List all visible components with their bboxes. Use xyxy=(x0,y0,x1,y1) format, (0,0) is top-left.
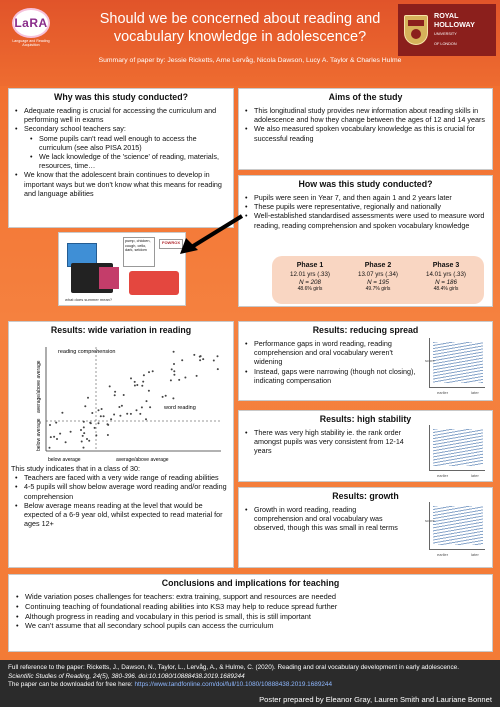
scatter-point xyxy=(55,422,57,424)
authors-summary: Summary of paper by: Jessie Ricketts, Arne Lervåg, Nicola Dawson, Lucy A. Taylor & Charles Hulme xyxy=(98,57,402,64)
how-item-3: • Well-established standardised assessments were used to measure word reading, reading comprehension and spoken vocabulary knowledge xyxy=(244,211,487,229)
scatter-point xyxy=(126,413,128,415)
how-heading: How was this study conducted? xyxy=(298,179,433,189)
wr-label: word reading xyxy=(164,405,196,411)
why-subitem-1: • Some pupils can't read well enough to access the curriculum (see also PISA 2015) xyxy=(30,134,228,152)
conclusions-box xyxy=(8,574,493,652)
scatter-point xyxy=(88,440,90,442)
scatter-point xyxy=(83,426,85,428)
scatter-point xyxy=(50,436,52,438)
scatter-point xyxy=(202,358,204,360)
aims-item-2: • We also measured spoken vocabulary knowledge as this is crucial for successful reading xyxy=(244,124,487,142)
scatter-point xyxy=(110,418,112,420)
scatter-point xyxy=(86,438,88,440)
aims-item-1: • This longitudinal study provides new information about reading skills in adolescence and how they change between the ages of 12 and 14 years xyxy=(244,106,487,124)
conclusion-item-2: • Continuing teaching of foundational reading abilities into KS3 may help to reduce spread further xyxy=(15,602,486,612)
conclusions-heading: Conclusions and implications for teaching xyxy=(161,578,340,588)
variation-item-1: • Teachers are faced with a very wide range of reading abilities xyxy=(14,473,228,482)
scatter-point xyxy=(162,396,164,398)
scatter-point xyxy=(146,400,148,402)
scatter-point xyxy=(136,409,138,411)
scatter-point xyxy=(107,434,109,436)
scatter-point xyxy=(141,406,143,408)
spread-heading: Results: reducing spread xyxy=(312,325,419,335)
rh-line1: ROYAL xyxy=(434,11,459,20)
scatter-point xyxy=(109,385,111,387)
why-item-2: • Secondary school teachers say: • Some pupils can't read well enough to access the curriculum (see also PISA 2015) • We lack knowledge of the 'science' of reading, materials, resources, time… xyxy=(14,124,228,170)
rc-label: reading comprehension xyxy=(58,349,116,355)
scatter-point xyxy=(103,415,105,417)
scatter-point xyxy=(148,371,150,373)
scatter-plot xyxy=(16,339,226,464)
scatter-point xyxy=(83,432,85,434)
scatter-point xyxy=(130,377,132,379)
scatter-point xyxy=(98,422,100,424)
x-above-label: average/above average xyxy=(116,457,169,463)
scatter-point xyxy=(49,424,51,426)
spread-y-label: score xyxy=(425,358,435,363)
conclusion-item-3: • Although progress in reading and vocabulary in this period is small, this is still important xyxy=(15,612,486,622)
stability-item-1: • There was very high stability ie. the rank order amongst pupils was very consistent from 12-14 years xyxy=(244,428,404,456)
phase-table xyxy=(272,262,484,294)
image-caption: what does summer mean? xyxy=(65,297,113,302)
how-item-1: • Pupils were seen in Year 7, and then again 1 and 2 years later xyxy=(244,193,487,202)
growth-heading: Results: growth xyxy=(332,491,399,501)
scatter-point xyxy=(53,436,55,438)
paper-link[interactable]: https://www.tandfonline.com/doi/full/10.1080/10888438.2019.1689244 xyxy=(134,681,333,689)
scatter-point xyxy=(213,360,215,362)
scatter-point xyxy=(184,377,186,379)
scatter-point xyxy=(123,394,125,396)
scatter-point xyxy=(172,397,174,399)
variation-heading: Results: wide variation in reading xyxy=(50,325,192,335)
scatter-point xyxy=(200,355,202,357)
scatter-point xyxy=(121,405,123,407)
scatter-point xyxy=(100,415,102,417)
spread-item-1: • Performance gaps in word reading, reading comprehension and oral vocabulary weren't widening xyxy=(244,339,422,367)
aims-heading: Aims of the study xyxy=(328,92,403,102)
growth-mini-chart xyxy=(429,502,485,550)
scatter-point xyxy=(84,405,86,407)
scatter-point xyxy=(217,368,219,370)
how-item-2: • These pupils were representative, regionally and nationally xyxy=(244,202,487,211)
scatter-point xyxy=(81,441,83,443)
nonword-card: FOWROX xyxy=(159,239,183,249)
scatter-point xyxy=(152,370,154,372)
scatter-point xyxy=(178,379,180,381)
scatter-point xyxy=(165,395,167,397)
scatter-point xyxy=(134,381,136,383)
scatter-point xyxy=(196,375,198,377)
booklet-icon xyxy=(129,271,179,295)
stability-later-label: later xyxy=(471,473,479,478)
footer-download: The paper can be downloaded for free here: https://www.tandfonline.com/doi/full/10.1080/10888438.2019.1689244 xyxy=(8,681,333,689)
scatter-point xyxy=(193,354,195,356)
scatter-point xyxy=(95,434,97,436)
footer-journal: Scientific Studies of Reading, 24(5), 380-396. doi:10.1080/10888438.2019.1689244 xyxy=(8,672,245,680)
footer xyxy=(0,660,500,707)
x-below-label: below average xyxy=(48,457,81,463)
spread-box xyxy=(238,321,493,401)
scatter-point xyxy=(149,406,151,408)
y-below-label: below average xyxy=(36,418,42,451)
variation-box xyxy=(8,321,234,568)
stability-earlier-label: earlier xyxy=(437,473,449,478)
how-box xyxy=(238,175,493,307)
growth-item-1: • Growth in word reading, reading comprehension and oral vocabulary was observed, though this was small in real terms xyxy=(244,505,404,533)
title-line-2: vocabulary knowledge in adolescence? xyxy=(113,29,367,45)
scatter-point xyxy=(83,421,85,423)
scatter-point xyxy=(87,397,89,399)
scatter-point xyxy=(98,409,100,411)
variation-intro: This study indicates that in a class of 30: xyxy=(11,464,141,473)
stability-mini-chart xyxy=(429,425,485,471)
why-item-3: • We know that the adolescent brain continues to develop in important ways but we don't know what this means for reading and language abilities xyxy=(14,170,228,198)
lara-logo-text: LaRA xyxy=(12,8,50,38)
variation-item-3: • Below average means reading at the level that would be expected of a 6-9 year old, whilst expected to read material for ages 12+ xyxy=(14,501,228,529)
scatter-point xyxy=(181,359,183,361)
scatter-point xyxy=(173,363,175,365)
variation-item-2: • 4-5 pupils will show below average word reading and/or reading comprehension xyxy=(14,482,228,500)
scatter-point xyxy=(82,435,84,437)
phase-2: Phase 2 13.07 yrs (.34) N = 195 49.7% girls xyxy=(358,262,398,293)
scatter-point xyxy=(49,447,51,449)
why-heading: Why was this study conducted? xyxy=(54,92,188,102)
why-box xyxy=(8,88,234,228)
growth-later-label: later xyxy=(471,552,479,557)
scatter-point xyxy=(170,379,172,381)
scatter-point xyxy=(130,413,132,415)
word-list-card: pump, chicken, cough, cello, dark, seldom xyxy=(123,237,155,267)
scatter-point xyxy=(113,414,115,416)
scatter-point xyxy=(141,385,143,387)
conclusion-item-1: • Wide variation poses challenges for teachers: extra training, support and resources are needed xyxy=(15,592,486,602)
scatter-point xyxy=(89,422,91,424)
why-item-1: • Adequate reading is crucial for accessing the curriculum and performing well in exams xyxy=(14,106,228,124)
rh-line3: UNIVERSITY xyxy=(434,32,457,36)
scatter-point xyxy=(59,433,61,435)
footer-prepared-by: Poster prepared by Eleanor Gray, Lauren Smith and Lauriane Bonnet xyxy=(259,695,492,704)
growth-box xyxy=(238,487,493,568)
scatter-point xyxy=(114,391,116,393)
crest-icon xyxy=(404,15,428,45)
rh-line2: HOLLOWAY xyxy=(434,19,475,29)
rh-line4: OF LONDON xyxy=(434,41,457,46)
scatter-point xyxy=(173,370,175,372)
scatter-point xyxy=(65,441,67,443)
scatter-point xyxy=(83,447,85,449)
scatter-point xyxy=(118,406,120,408)
spread-item-2: • Instead, gaps were narrowing (though not closing), indicating compensation xyxy=(244,367,422,385)
scatter-point xyxy=(173,374,175,376)
scatter-point xyxy=(94,427,96,429)
scatter-point xyxy=(101,408,103,410)
poster-title xyxy=(90,10,390,46)
stability-box xyxy=(238,410,493,482)
scatter-point xyxy=(80,429,82,431)
scatter-point xyxy=(114,394,116,396)
growth-earlier-label: earlier xyxy=(437,552,449,557)
royal-holloway-logo xyxy=(398,4,496,56)
phase-1: Phase 1 12.01 yrs (.33) N = 208 48.6% girls xyxy=(290,262,330,293)
stability-heading: Results: high stability xyxy=(319,414,412,424)
title-line-1: Should we be concerned about reading and xyxy=(99,11,381,27)
scatter-point xyxy=(134,385,136,387)
scatter-point xyxy=(139,413,141,415)
scatter-point xyxy=(119,415,121,417)
footer-reference: Full reference to the paper: Ricketts, J., Dawson, N., Taylor, L., Lervåg, A., & Hulme, C. (2020). Reading and oral vocabulary development in early adolescence. xyxy=(8,664,460,671)
assessment-image xyxy=(58,232,186,306)
scatter-point xyxy=(70,431,72,433)
scatter-point xyxy=(136,384,138,386)
scatter-point xyxy=(143,374,145,376)
spread-later-label: later xyxy=(471,390,479,395)
lara-logo-sub: Language and Reading Acquisition xyxy=(12,39,50,48)
aims-box xyxy=(238,88,493,170)
book-icon xyxy=(99,267,119,289)
scatter-point xyxy=(107,423,109,425)
scatter-point xyxy=(61,412,63,414)
why-subitem-2: • We lack knowledge of the 'science' of reading, materials, resources, time… xyxy=(30,152,228,170)
scatter-point xyxy=(199,359,201,361)
y-above-label: average/above average xyxy=(36,360,42,413)
scatter-point xyxy=(91,412,93,414)
phase-3: Phase 3 14.01 yrs (.33) N = 186 48.4% girls xyxy=(426,262,466,293)
scatter-point xyxy=(171,368,173,370)
lara-logo xyxy=(8,8,54,52)
growth-y-label: score xyxy=(425,518,435,523)
scatter-point xyxy=(173,351,175,353)
spread-mini-chart xyxy=(429,338,485,388)
scatter-point xyxy=(148,390,150,392)
scatter-point xyxy=(142,381,144,383)
conclusion-item-4: • We can't assume that all secondary school pupils can access the curriculum xyxy=(15,621,486,631)
arrow-icon xyxy=(176,212,246,258)
scatter-point xyxy=(56,438,58,440)
scatter-point xyxy=(145,418,147,420)
spread-earlier-label: earlier xyxy=(437,390,449,395)
scatter-point xyxy=(217,355,219,357)
